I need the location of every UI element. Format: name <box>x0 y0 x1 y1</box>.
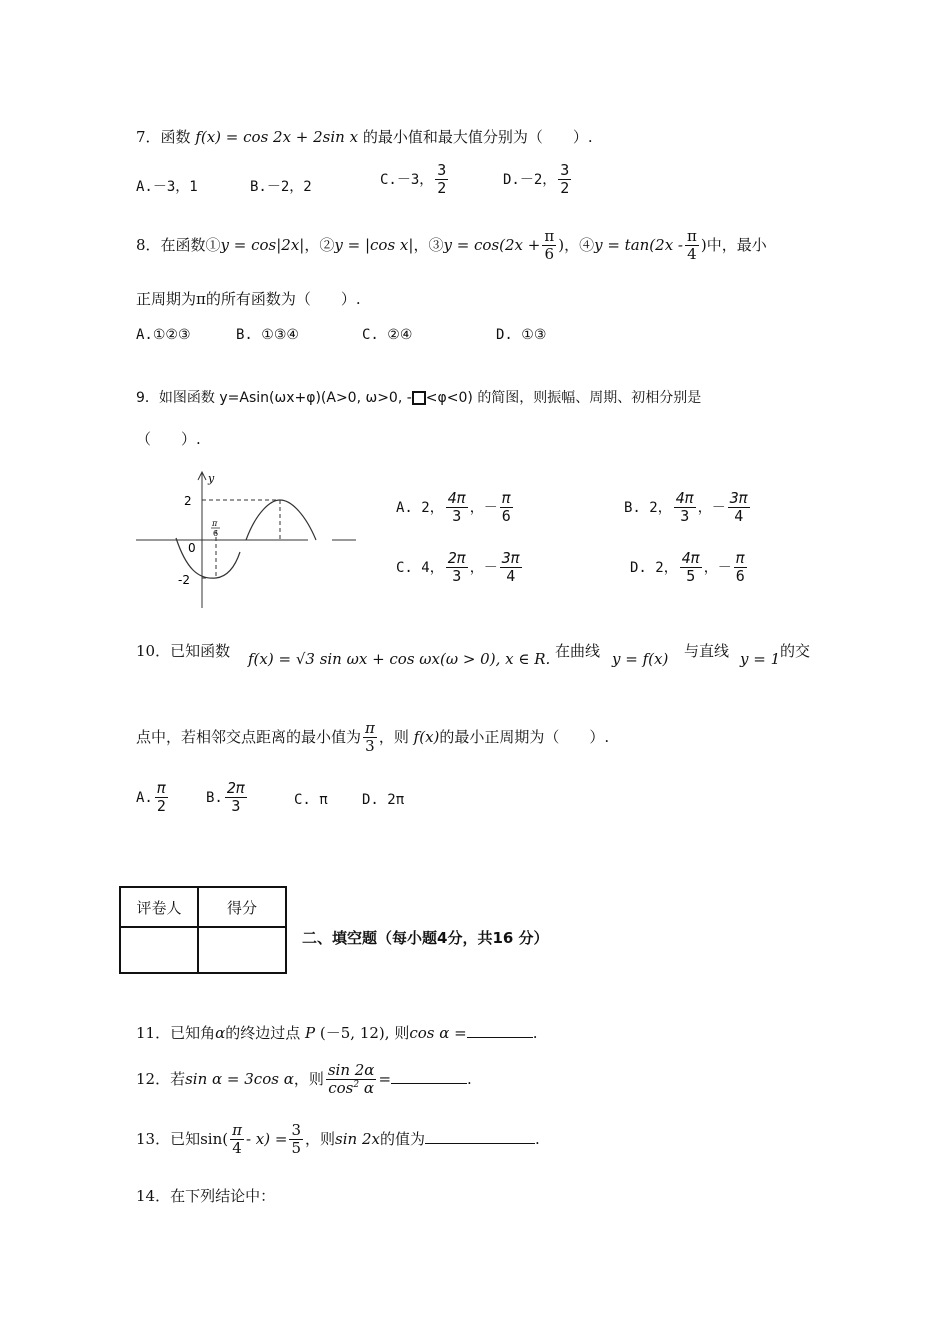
q7-formula: f(x) = cos 2x + 2sin x <box>195 128 359 146</box>
q9-option-b: B. 2， $\frac{4\pi}{3}$ ，－ $\frac{3\pi}{4}$ <box>624 489 748 526</box>
curve-right <box>246 500 316 540</box>
question-8-line1: 8．在函数①y = cos|2x|，②y = |cos x|，③y = cos(2x + $\frac{\pi}{6}$ )，④y = tan(2x - $\frac{\pi}{4}$ )中，最小 <box>136 227 767 264</box>
q13-answer-blank[interactable] <box>425 1129 535 1144</box>
q9-option-a: A. 2， $\frac{4\pi}{3}$ ，－ $\frac{\pi}{6}$ <box>396 489 511 526</box>
tick-2: 2 <box>184 494 192 508</box>
q10-mid1: 在曲线 <box>555 642 601 660</box>
q8-option-a: A.①②③ <box>136 327 191 343</box>
grader-cell[interactable] <box>120 927 198 973</box>
q7-option-d: D.－2， $\frac{3}{2}$ <box>503 161 570 198</box>
question-12: 12．若sin α = 3cos α，则 $\frac{\sin 2\alpha}{\cos^2 \alpha}$ = . <box>136 1061 472 1098</box>
q8-f1: y = cos|2x| <box>220 235 305 254</box>
q8-option-d: D. ①③ <box>496 327 547 343</box>
q11-answer-blank[interactable] <box>467 1023 533 1038</box>
six-label: 6 <box>213 529 219 538</box>
q7-c-fraction: $\frac{3}{2}$ <box>437 161 447 198</box>
section-2-heading: 二、填空题（每小题4分，共16 分） <box>302 929 549 947</box>
q10-option-a: A. $\frac{\pi}{2}$ <box>136 779 166 816</box>
question-10-line2: 点中，若相邻交点距离的最小值为 $\frac{\pi}{3}$ ，则 f(x)的最小正周期为（ ）. <box>136 719 610 756</box>
q8-option-c: C. ②④ <box>362 327 413 343</box>
grader-header: 评卷人 <box>120 887 198 927</box>
q9-option-d: D. 2， $\frac{4\pi}{5}$ ，－ $\frac{\pi}{6}$ <box>630 549 745 586</box>
q10-option-c: C. π <box>294 792 328 808</box>
q10-option-d: D. 2π <box>362 792 405 808</box>
question-8-line2: 正周期为π的所有函数为（ ）. <box>136 290 361 308</box>
q10-line: y = 1 <box>740 650 781 668</box>
q12-answer-blank[interactable] <box>391 1069 467 1084</box>
q10-mid2: 与直线 <box>684 642 730 660</box>
score-header: 得分 <box>198 887 286 927</box>
q8-option-b: B. ①③④ <box>236 327 299 343</box>
q7-suffix: 的最小值和最大值分别为（ ）. <box>358 128 593 146</box>
q10-curve: y = f(x) <box>612 650 669 668</box>
question-13: 13．已知sin( $\frac{\pi}{4}$ - x) = $\frac{3}{5}$ ，则sin 2x的值为 . <box>136 1121 540 1158</box>
q9-graph <box>136 468 360 608</box>
question-10-line1: 10．已知函数 <box>136 642 231 660</box>
missing-glyph-box <box>412 391 426 405</box>
pi-label: π <box>212 519 218 528</box>
q9-option-c: C. 4， $\frac{2\pi}{3}$ ，－ $\frac{3\pi}{4}$ <box>396 549 520 586</box>
q10-suffix: 的交 <box>780 642 811 660</box>
q7-option-a: A.－3，1 <box>136 179 198 195</box>
tick-neg2: -2 <box>178 573 190 587</box>
q8-f3: y = cos(2x + <box>443 235 541 254</box>
q10-formula: f(x) = √3 sin ωx + cos ωx(ω > 0), x ∈ R. <box>248 650 551 668</box>
q10-option-b: B. $\frac{2\pi}{3}$ <box>206 779 245 816</box>
question-9-line2: （ ）. <box>136 430 201 448</box>
grading-table <box>119 886 287 974</box>
question-7 <box>136 126 593 147</box>
question-11: 11．已知角α的终边过点 P (－5, 12), 则cos α = . <box>136 1024 538 1042</box>
q7-option-c: C.－3， $\frac{3}{2}$ <box>380 161 447 198</box>
question-14: 14．在下列结论中： <box>136 1187 276 1205</box>
q7-d-fraction: $\frac{3}{2}$ <box>560 161 570 198</box>
q8-f2: y = |cos x| <box>334 235 414 254</box>
q7-prefix: 7．函数 <box>136 128 196 146</box>
question-9-line1: 9．如图函数 y=Asin(ωx+φ)(A>0, ω>0, - <φ<0) 的简图，则振幅、周期、初相分别是 <box>136 390 702 406</box>
score-cell[interactable] <box>198 927 286 973</box>
q8-f4: y = tan(2x - <box>594 235 683 254</box>
y-axis-label: y <box>208 472 215 485</box>
tick-0: 0 <box>188 541 196 555</box>
q7-option-b: B.－2，2 <box>250 179 312 195</box>
